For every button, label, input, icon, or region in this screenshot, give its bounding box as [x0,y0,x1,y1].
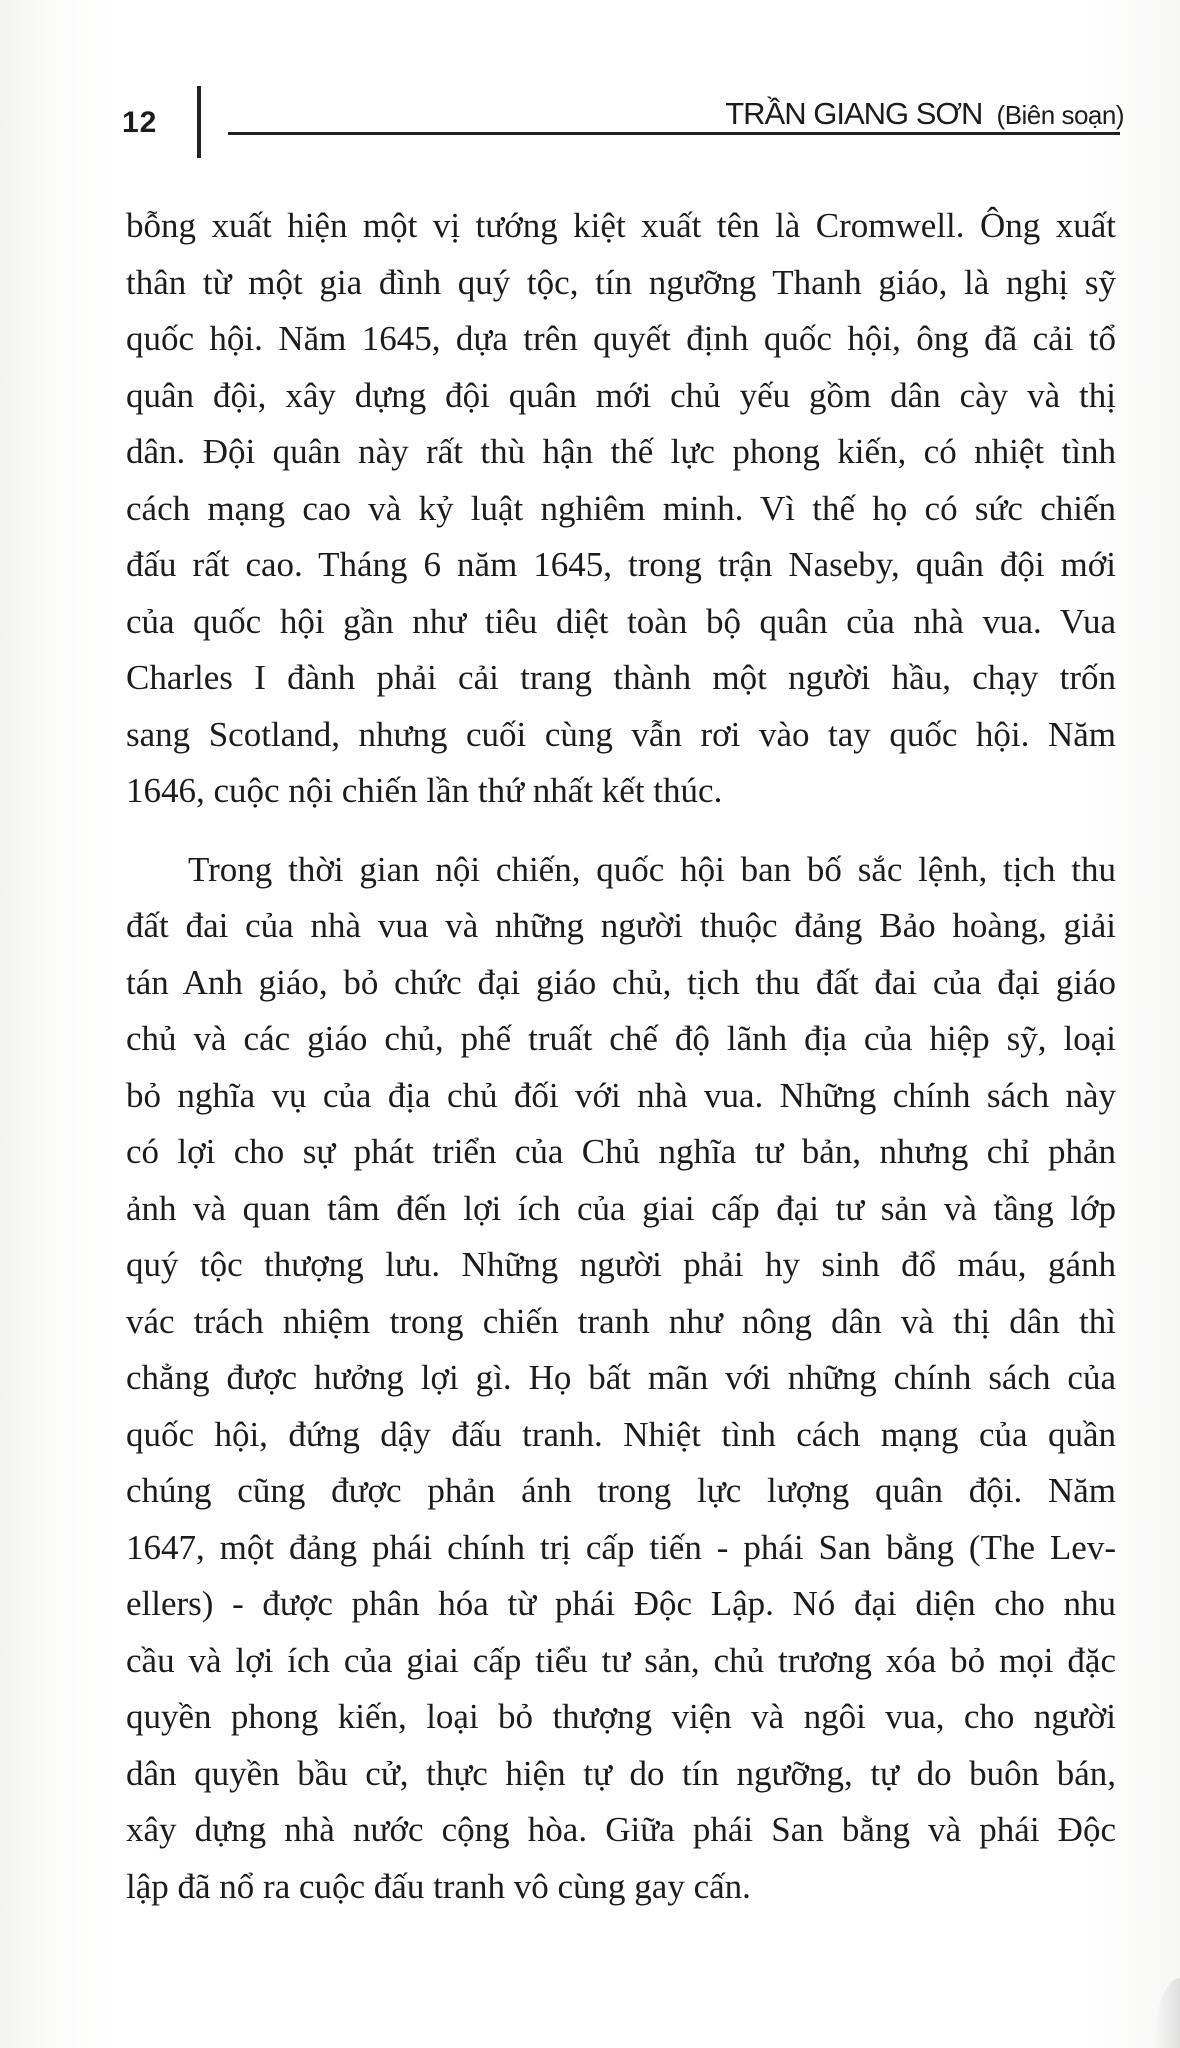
text-line: đất đai của nhà vua và những người thuộc đảng Bảo hoàng, giải [126,906,1116,945]
text-line: có lợi cho sự phát triển của Chủ nghĩa tư bản, nhưng chỉ phản [126,1132,1116,1171]
text-line: dân quyền bầu cử, thực hiện tự do tín ngưỡng, tự do buôn bán, [126,1753,1116,1793]
paragraph-2 [126,842,1116,1916]
text-line: ellers) - được phân hóa từ phái Độc Lập. Nó đại diện cho nhu [126,1584,1116,1623]
text-line: chẳng được hưởng lợi gì. Họ bất mãn với những chính sách của [126,1358,1116,1397]
text-line: bỗng xuất hiện một vị tướng kiệt xuất tên là Cromwell. Ông xuất [126,206,1116,245]
author-name: TRẦN GIANG SƠN [725,96,983,131]
header-rule [228,132,1120,135]
text-line: bỏ nghĩa vụ của địa chủ đối với nhà vua. Những chính sách này [126,1075,1116,1115]
text-line: Charles I đành phải cải trang thành một người hầu, chạy trốn [126,658,1116,697]
text-line: quý tộc thượng lưu. Những người phải hy sinh đổ máu, gánh [126,1245,1116,1284]
text-line: chủ và các giáo chủ, phế truất chế độ lãnh địa của hiệp sỹ, loại [126,1019,1116,1058]
text-line: 1647, một đảng phái chính trị cấp tiến - phái San bằng (The Lev- [126,1527,1116,1567]
text-line: lập đã nổ ra cuộc đấu tranh vô cùng gay cấn. [126,1866,751,1906]
running-header [0,0,1180,170]
text-line: dân. Đội quân này rất thù hận thế lực phong kiến, có nhiệt tình [126,432,1116,471]
text-line: quốc hội, đứng dậy đấu tranh. Nhiệt tình cách mạng của quần [126,1414,1116,1454]
body-text [126,198,1116,1937]
text-line: quyền phong kiến, loại bỏ thượng viện và ngôi vua, cho người [126,1697,1116,1736]
page-corner-shadow [1154,1978,1180,2048]
header-vertical-bar [197,86,201,158]
text-line: đấu rất cao. Tháng 6 năm 1645, trong trận Naseby, quân đội mới [126,545,1116,584]
text-line: của quốc hội gần như tiêu diệt toàn bộ quân của nhà vua. Vua [126,601,1116,641]
text-line: cầu và lợi ích của giai cấp tiểu tư sản, chủ trương xóa bỏ mọi đặc [126,1640,1116,1680]
author-line [725,96,1124,132]
text-line: thân từ một gia đình quý tộc, tín ngưỡng Thanh giáo, là nghị sỹ [126,262,1116,302]
text-line: tán Anh giáo, bỏ chức đại giáo chủ, tịch thu đất đai của đại giáo [126,962,1116,1002]
text-line: sang Scotland, nhưng cuối cùng vẫn rơi vào tay quốc hội. Năm [126,714,1116,754]
text-line: vác trách nhiệm trong chiến tranh như nông dân và thị dân thì [126,1301,1116,1341]
author-note: (Biên soạn) [996,100,1124,130]
text-line: ảnh và quan tâm đến lợi ích của giai cấp đại tư sản và tầng lớp [126,1188,1116,1228]
text-line: Trong thời gian nội chiến, quốc hội ban bố sắc lệnh, tịch thu [188,849,1116,889]
text-line: chúng cũng được phản ánh trong lực lượng quân đội. Năm [126,1471,1116,1510]
text-line: cách mạng cao và kỷ luật nghiêm minh. Vì thế họ có sức chiến [126,488,1116,528]
text-line: xây dựng nhà nước cộng hòa. Giữa phái San bằng và phái Độc [126,1810,1116,1849]
page-number: 12 [122,106,158,139]
text-line: 1646, cuộc nội chiến lần thứ nhất kết thúc. [126,771,723,810]
text-line: quốc hội. Năm 1645, dựa trên quyết định quốc hội, ông đã cải tổ [126,319,1116,358]
text-line: quân đội, xây dựng đội quân mới chủ yếu gồm dân cày và thị [126,375,1116,415]
paragraph-1 [126,198,1116,820]
